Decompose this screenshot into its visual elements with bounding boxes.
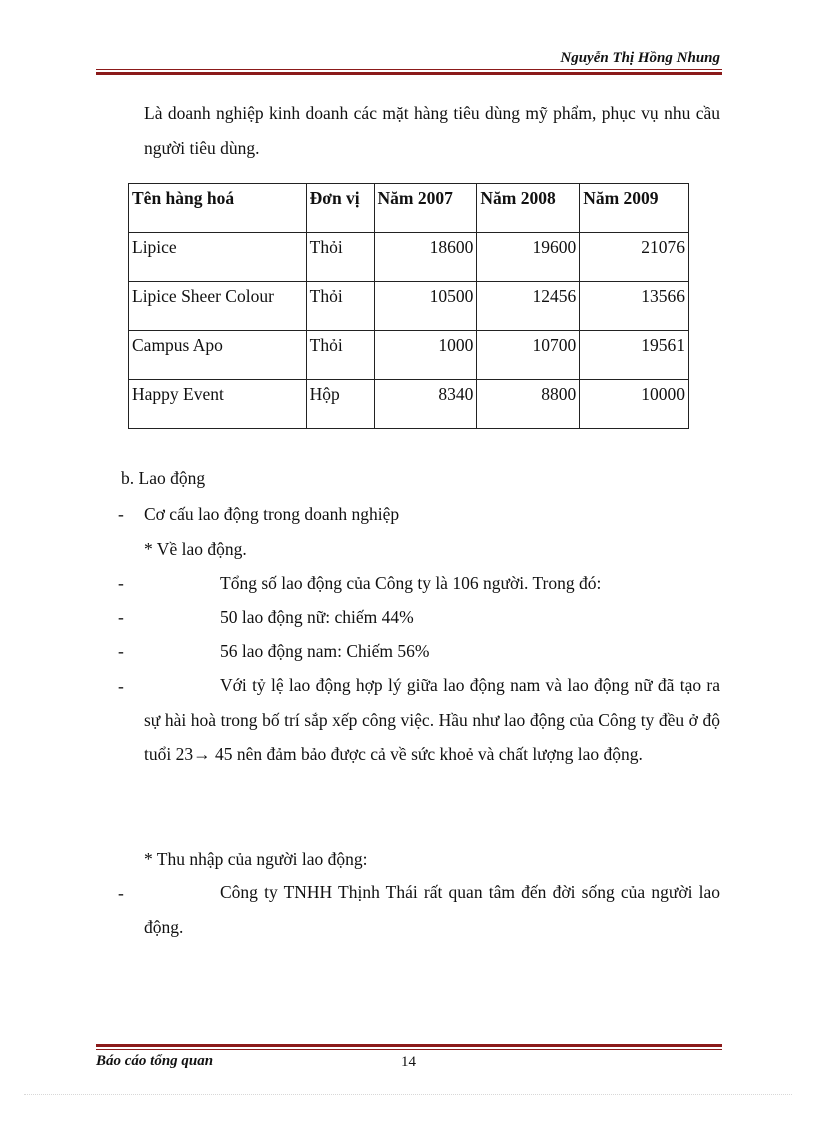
table-cell: Happy Event (129, 380, 307, 429)
table-cell: Lipice Sheer Colour (129, 282, 307, 331)
female-labor-line: 50 lao động nữ: chiếm 44% (220, 607, 414, 627)
table-cell: Hộp (306, 380, 374, 429)
male-labor-line: 56 lao động nam: Chiếm 56% (220, 641, 430, 661)
column-header: Năm 2008 (477, 184, 580, 233)
table-cell: 19561 (580, 331, 689, 380)
table-cell: 19600 (477, 233, 580, 282)
dash-bullet: - (118, 504, 124, 524)
header-rule (96, 69, 722, 75)
column-header: Năm 2007 (374, 184, 477, 233)
column-header: Năm 2009 (580, 184, 689, 233)
total-labor-line: Tổng số lao động của Công ty là 106 người. Trong đó: (220, 573, 602, 593)
intro-paragraph: Là doanh nghiệp kinh doanh các mặt hàng tiêu dùng mỹ phẩm, phục vụ nhu cầu người tiêu dùng. (144, 103, 720, 158)
header-author: Nguyễn Thị Hồng Nhung (560, 50, 720, 66)
dash-bullet: - (118, 676, 124, 696)
table-cell: 10500 (374, 282, 477, 331)
goods-table (128, 183, 689, 429)
table-cell: 12456 (477, 282, 580, 331)
table-cell: Thỏi (306, 282, 374, 331)
table-cell: Thỏi (306, 331, 374, 380)
table-row (129, 331, 689, 380)
structure-line: Cơ cấu lao động trong doanh nghiệp (144, 504, 400, 524)
table-cell: 10000 (580, 380, 689, 429)
income-paragraph: Công ty TNHH Thịnh Thái rất quan tâm đến đời sống của người lao động. (144, 882, 720, 937)
income-subheading: * Thu nhập của người lao động: (144, 849, 368, 869)
table-cell: Thỏi (306, 233, 374, 282)
column-header: Tên hàng hoá (129, 184, 307, 233)
dash-bullet: - (118, 883, 124, 903)
table-cell: 8800 (477, 380, 580, 429)
column-header: Đơn vị (306, 184, 374, 233)
table-cell: 1000 (374, 331, 477, 380)
table-cell: Campus Apo (129, 331, 307, 380)
table-cell: 8340 (374, 380, 477, 429)
table-cell: 13566 (580, 282, 689, 331)
table-row (129, 282, 689, 331)
footer-rule (96, 1044, 722, 1050)
table-cell: 10700 (477, 331, 580, 380)
table-cell: 18600 (374, 233, 477, 282)
section-heading: b. Lao động (121, 468, 206, 488)
footer-title: Báo cáo tổng quan (96, 1053, 214, 1069)
page-number: 14 (401, 1054, 416, 1070)
table-header-row (129, 184, 689, 233)
dash-bullet: - (118, 573, 124, 593)
table-cell: Lipice (129, 233, 307, 282)
dash-bullet: - (118, 641, 124, 661)
ratio-paragraph: Với tỷ lệ lao động hợp lý giữa lao động nam và lao động nữ đã tạo ra sự hài hoà trong bố trí sắp xếp công việc. Hầu như lao động của Công ty đều ở độ tuổi 23→ 45 nên đảm bảo được cả về sức khoẻ và chất lượng lao động. (144, 675, 720, 764)
table-row (129, 380, 689, 429)
page-edge-divider (24, 1094, 792, 1095)
dash-bullet: - (118, 607, 124, 627)
table-row (129, 233, 689, 282)
table-cell: 21076 (580, 233, 689, 282)
labor-subheading: * Về lao động. (144, 539, 247, 559)
